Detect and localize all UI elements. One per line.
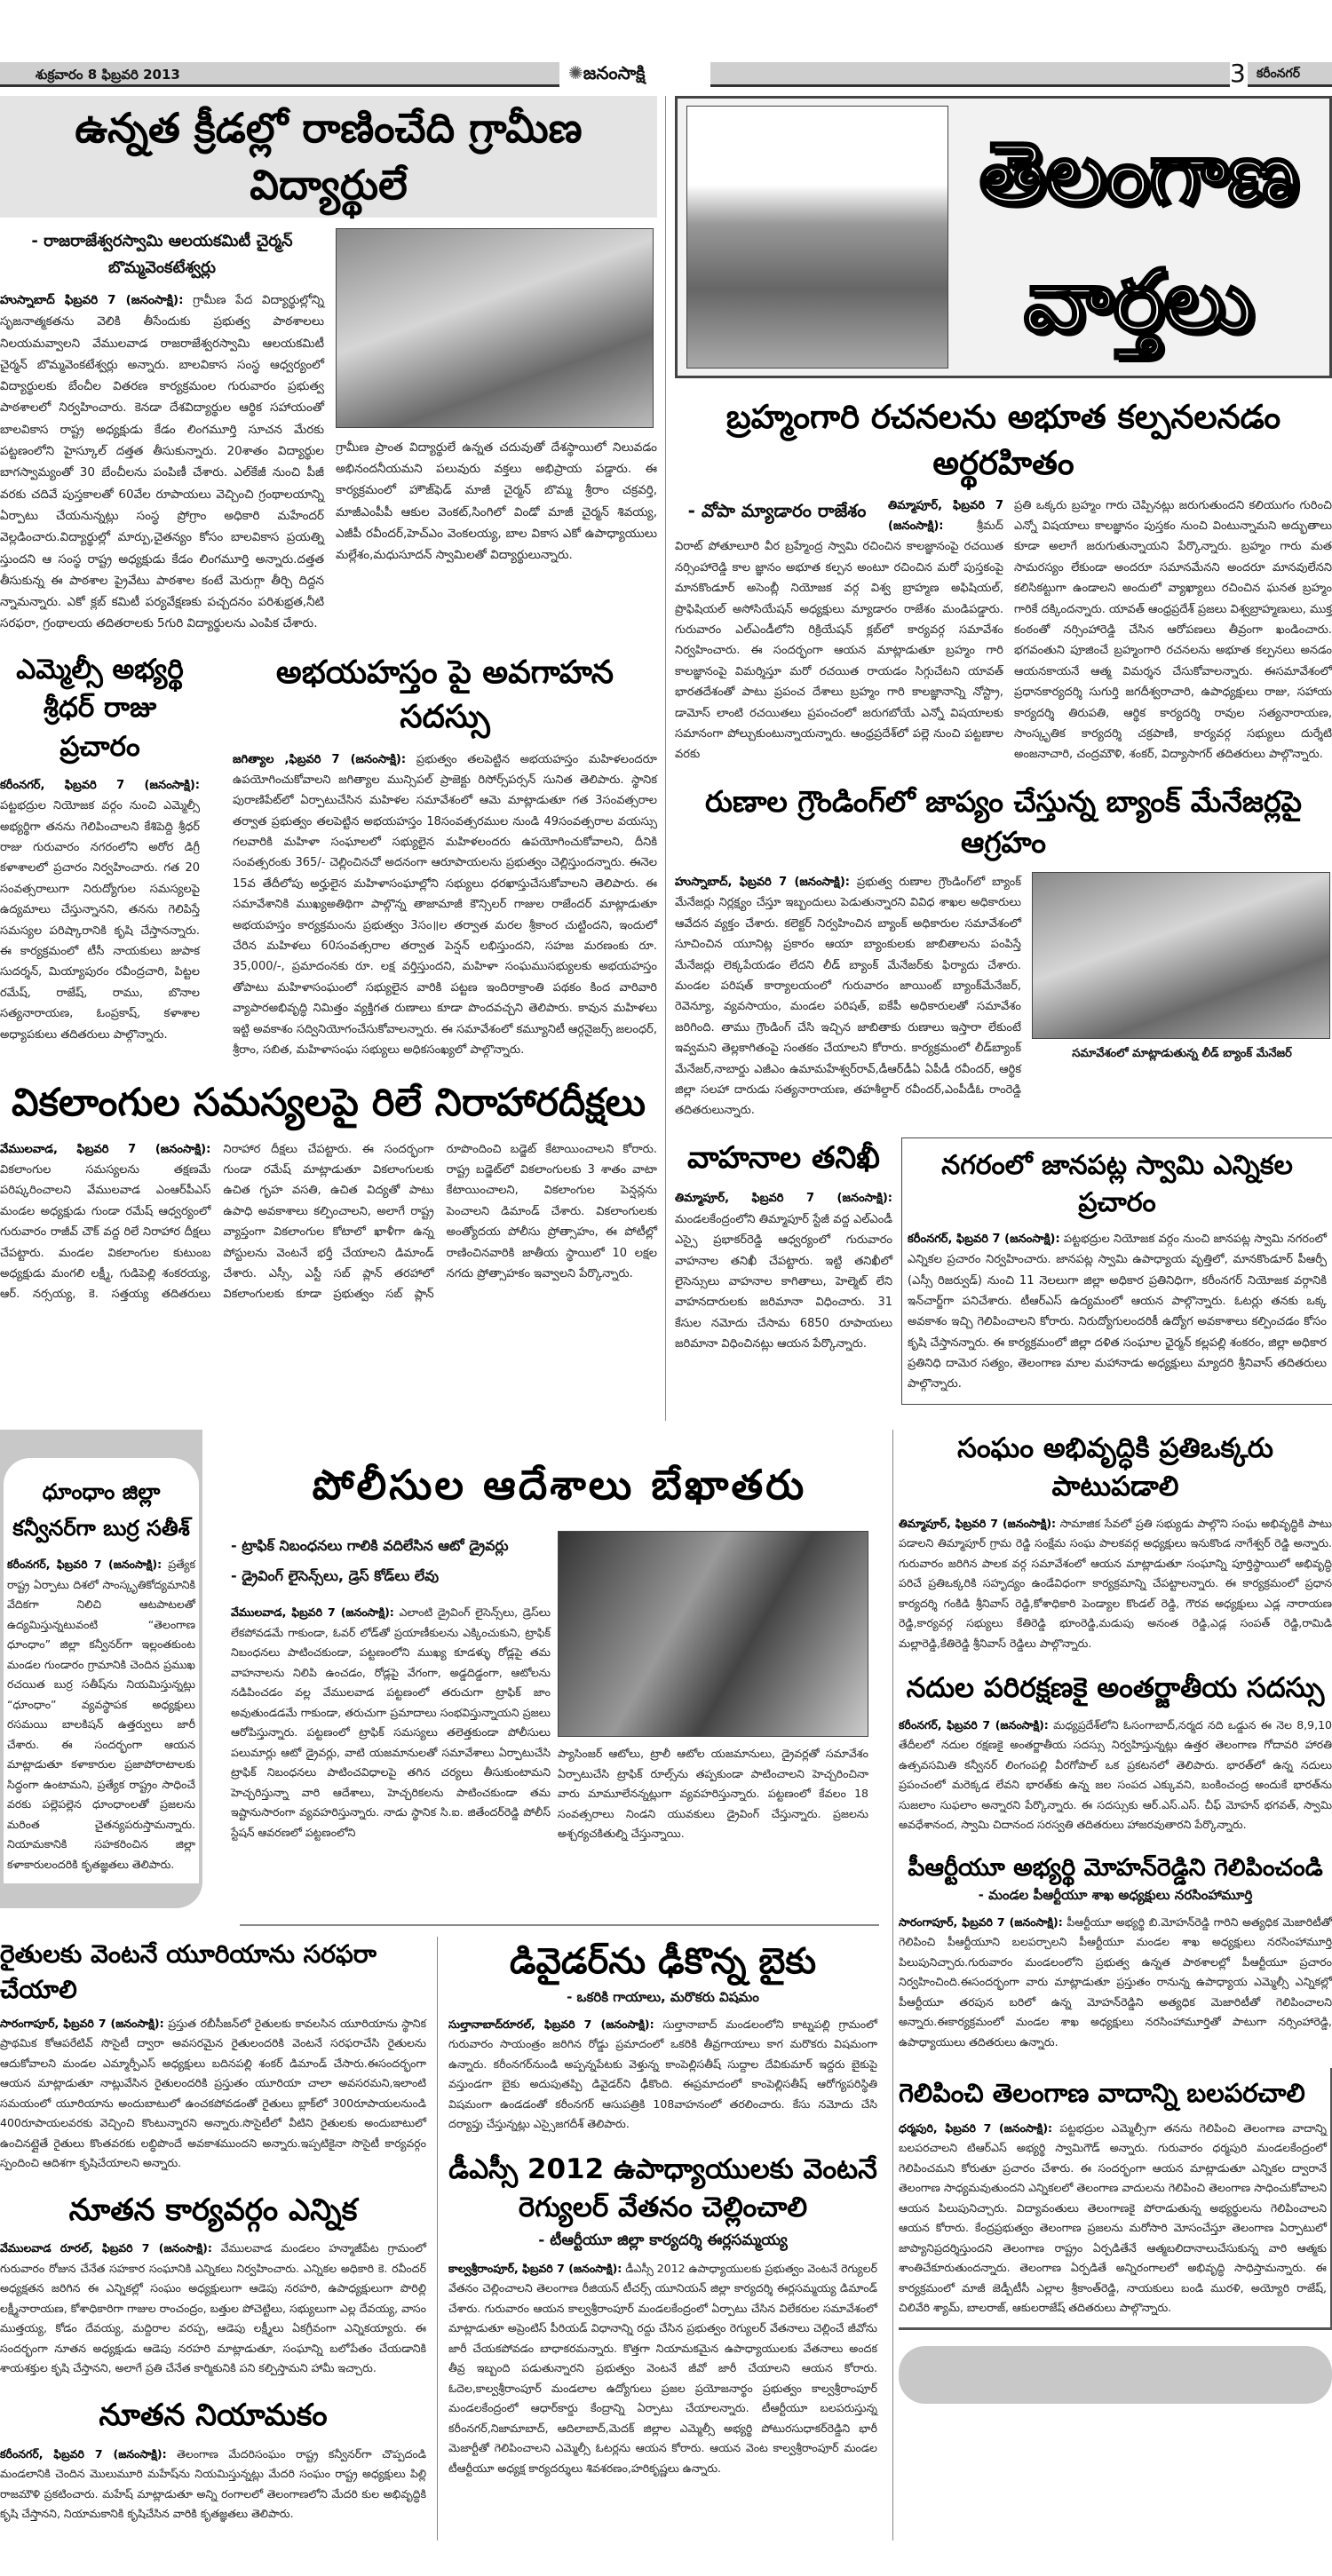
a4-subheadline: - వోపా మ్యాడారం రాజేశం: [687, 499, 867, 521]
a6-body: [0, 1139, 657, 1305]
a17-article: [448, 2151, 877, 2478]
a19-dateline: ధర్మపురి, ఫిబ్రవరి 7 (జనంసాక్షి):: [899, 2120, 1053, 2135]
page-number: 3: [1230, 59, 1246, 88]
a17-body: [448, 2259, 877, 2479]
a1-subheadline: [0, 228, 324, 282]
a10-photo-auto-driver: [558, 1531, 868, 1737]
a17-dateline: కాల్వశ్రీరాంపూర్, ఫిబ్రవరి 7 (జనంసాక్షి):: [448, 2261, 622, 2275]
a9-headline1: ధూంధాం జిల్లా: [42, 1478, 161, 1504]
a2-headline: [0, 651, 200, 766]
a10-dateline: వేములవాడ, ఫిబ్రవరి 7 (జనంసాక్షి):: [231, 1605, 394, 1620]
a10-body1: ఎలాంటి డ్రైవింగ్ లైసెన్స్‌లు, డ్రెస్‌లు లేకపోవడమే గాకుండా, ఓవర్ లోడ్‌తో ప్రయాణీకులను ఎక్కించుకుని, ట్రాఫిక్ నిబంధనలు పాటించకుండా, పట్టణంలోని ముఖ్య కూడళ్ళు రోడ్లపై తమ వాహనాలను నిలిపి ఉంచడం, రోడ్లపై వేగంగా, అడ్డదిడ్డంగా, ఆటోలను నడిపించడం వల్ల వేములవాడ పట్టణంలో తరుచుగా ట్రాఫిక్ జాం అవుతుండడమే గాకుండా, తరుచుగా ప్రమాదాలు సంభవిస్తున్నాయని ప్రజలు ఆరోపిస్తున్నారు. పట్టణంలో ట్రాఫిక్ సమస్యలు తలెత్తకుండా పోలీసులు పలుమార్లు ఆటో డ్రైవర్లు, వాటి యజమానులతో సమావేశాలు ఏర్పాటుచేసి ట్రాఫిక్ నిబంధనలు పాటించవిధాలపై తగిన చర్యలు తీసుకుంటామని హెచ్చరిస్తున్నా వారి ఆదేశాలు, హెచ్చరికలను పాటించకుండా తమ ఇష్టానుసారంగా వ్యవహరిస్తున్నారు. నాడు స్థానిక సి.ఐ. జితేందర్‌రెడ్డి పోలీస్ స్టేషన్ ఆవరణలో పట్టణంలోని: [231, 1605, 551, 1839]
bottom-right-column: [899, 1430, 1332, 2404]
a14-body-text: వేములవాడ మండలం హన్మాజీపేట గ్రామంలో గురువారం రోజున చేనేత సహకార సంఘానికి ఎన్నికలు నిర్వహించారు. ఎన్నికల అధికారి కె. రవీందర్ అధ్యక్షతన జరిగిన ఈ ఎన్నికల్లో సంఘం అధ్యక్షులుగా ఆడెపు నరహరి, ఉపాధ్యక్షులుగా పొరిల్లి లక్ష్మీనారాయణ, కోశాధికారిగా గాజుల రాంచంద్రం, బత్తుల పోచెట్టిలు, సభ్యులుగా ఎల్ల దేవయ్య, వాసం ముత్తయ్య, కోడం దేవయ్య, మద్దిరాల వరప్ప, ఆడెపు లక్ష్మీలు ఏకగ్రీవంగా ఎన్నికయ్యారు. ఈ సందర్భంగా నూతన అధ్యక్షుడు ఆడెపు నరహరి మాట్లాడుతూ, సంఘాన్ని బలోపేతం చేయడానికి శాయశక్తుల కృషి చేస్తానని, అలాగే ప్రతి చేనేత కార్మికునికి పని కల్పిస్తామని హామీ ఇచ్చారు.: [0, 2241, 426, 2375]
bottom-articles-row: [0, 1937, 888, 2540]
a8-body: [908, 1229, 1327, 1395]
a9-body: [7, 1555, 195, 1875]
divider: [240, 1924, 879, 1926]
edition-name: కరీంనగర్: [1257, 67, 1300, 81]
a1-headline: ఉన్నత క్రీడల్లో రాణించేది గ్రామీణ విద్యార్థులే: [75, 104, 583, 210]
a13-body-text: ప్రస్తుత రబీసీజన్‌లో రైతులకు కావలసిన యూరియాను స్థానిక ప్రాథమిక కోఆపరేటివ్ సొసైటీ ద్వారా అవసరమైన రైతులందరికి వెంటనే సరఫరాచేసి రైతులను ఆదుకోవాలని మండల ఎమ్మార్పీఎస్ అధ్యక్షులు బదినపల్లి శంకర్ డిమాండ్ చేసారు.ఈసందర్భంగా ఆయన మాట్లాడుతూ నాట్లువేసిన రైతులందరికి ప్రస్తుతం యూరియా చాలా అవసరమని,ఇలాంటి సమయంలో యూరియాను అందుబాటులో ఉంచకపోవడంతో రైతులు బ్లాక్‌లో 300రూపాయలనుండి 400రూపాయలవరకు వెచ్చించి కొంటున్నారని అన్నారు.సొసైటీలో వీటిని రైతులకు అందుబాటులో ఉంచినట్లైతే రైతులు కొంతవరకు లబ్ధిపొందే అవకాశముందని అన్నారు.ఇప్పటికైనా సొసైటీ కార్యవర్గం స్పందించి ఆదిశగా కృషిచేయాలని అన్నారు.: [0, 2016, 426, 2170]
top-section: [0, 96, 1332, 1421]
a8-body-text: పట్టభద్రుల నియోజక వర్గం నుంచి జానపట్ల స్వామి నగరంలో ఎన్నికల ప్రచారం నిర్వహించారు. జానపట్ల స్వామి ఉపాధ్యాయ వృత్తిలో, మానకొండూర్ పీఆర్పీ (ఎస్సీ రిజర్వుడ్) నుంచి 11 నెలలుగా జిల్లా అధికార ప్రతినిధిగా, కరీంనగర్ నియోజక వర్గానికి ఇన్‌చార్జ్‌గా పనిచేశారు. టీఆర్ఎస్ ఉద్యమంలో ఆయన పాల్గొన్నారు. ఓటర్లు తనకు ఒక్క అవకాశం ఇచ్చి గెలిపించాలని కోరారు. నిరుద్యోగులందరికీ ఉద్యోగ అవకాశాలు కల్పించడం కోసం కృషి చేస్తానన్నారు. ఈ కార్యక్రమంలో జిల్లా దళిత సంఘాల ఛైర్మన్ కల్లపల్లి శంకరం, జిల్లా అధికార ప్రతినిధి దామెర సత్యం, తెలంగాణ మాల మహానాడు అధ్యక్షులు మ్యాదరి శ్రీనివాస్ తదితరులు పాల్గొన్నారు.: [908, 1232, 1327, 1391]
a17-headline1: డీఎస్సీ 2012 ఉపాధ్యాయులకు వెంటనే: [448, 2152, 877, 2185]
a6-dateline: వేములవాడ, ఫిబ్రవరి 7 (జనంసాక్షి):: [0, 1142, 211, 1156]
a14-article: [0, 2190, 426, 2379]
bottom-col-left: [0, 1937, 426, 2540]
a12-dateline: కరీంనగర్, ఫిబ్రవరి 7 (జనంసాక్షి):: [899, 1717, 1049, 1732]
a19-body-text: పట్టభద్రుల ఎమ్మెల్సీగా తనను గెలిపించి తెలంగాణ వాదాన్ని బలపరచాలని టిఆర్ఎస్ అభ్యర్థి స్వామిగౌడ్ అన్నారు. గురువారం ధర్మపురి మండలకేంద్రంలో గెలిపించమని కోరుతూ ప్రచారం చేశారు. ఈ సందర్భంగా ఆయన మాట్లాడుతూ ఎన్నికల ద్వారానే తెలంగాణ సాధ్యమవుతుందని ఎన్నికలలో తెలంగాణ వాదులను గెలిపించి తెలంగాణ సాధించుకోవాలని ఆయన పిలుపునిచ్చారు. విద్యావంతులు తెలంగాణకై పోరాడుతున్న అభ్యర్థులను గెలిపించాలని ఆయన కోరారు. కేంద్రప్రభుత్వం తెలంగాణ ప్రజలను మరోసారి మోసంచేస్తూ తెలంగాణ ఏర్పాటులో జాప్యానిప్రదర్శిస్తుందని తెలంగాణ రాష్ట్రం ఏర్పడితేనే ఆత్మబలిదానాలుచేసుకున్న వారి ఆత్మకు శాంతిచేకూరుతుందన్నారు. తెలంగాణ ఏర్పడితే అన్నిరంగాలలో అభివృద్ధి సాధిస్తామన్నారు. ఈ కార్యక్రమంలో మాజీ జెడ్పీటీసీ ఎల్లాల శ్రీకాంత్‌రెడ్డి, నాయకులు బండి మురళి, అయ్యోరి రాజేష్, చిలివేరి శ్యామ్, బాలరాజ్, ఆకులరాజేష్ తదితరులు పాల్గొన్నారు.: [899, 2120, 1327, 2315]
a4-body1: శ్రీమద్ విరాట్ పోతూలూరి వీర బ్రహ్మేంద్ర స్వామి రచించిన కాలజ్ఞానంపై రచయిత నర్సింహారెడ్డి కాల జ్ఞానం అభూత కల్పన అంటూ రచించిన మరో పుస్తకంపై మానకొండూర్ అసెంబ్లీ నియోజక వర్గ విశ్వ బ్రాహ్మణ అఫిషియల్, ప్రొఫిషియల్ అసోసియేషన్ అధ్యక్షులు మ్యాడారం రాజేశం మండిపడ్డారు. గురువారం ఎల్‌ఎండీలోని రిక్రియేషన్ క్లబ్‌లో కార్యవర్గ సమావేశం నిర్వహించారు. ఈ సందర్భంగా ఆయన మాట్లాడుతూ బ్రహ్మం గారి కాలజ్ఞానంపై విమర్శిస్తూ మరో రచయిత రాయడం సిగ్గుచేటని యావత్ భారతదేశంతో పాటు ప్రపంచ దేశాలు బ్రహ్మం గారి కాలజ్ఞానాన్ని నోస్ట్రా, డామోస్ లాంటి రచయితలు ప్రపంచంలో జరుగబోయే ఎన్నో విషయాలకు సమానంగా పోల్చుకుంటున్నాయన్నారు. ఆంధ్రప్రదేశ్‌లో పల్లె నుంచి పట్టణాల వరకు: [675, 519, 1003, 762]
a10-article: [231, 1430, 888, 1844]
a16-body: [448, 2015, 877, 2135]
a1-sub1: - రాజరాజేశ్వరస్వామి ఆలయకమిటీ చైర్మన్: [31, 231, 293, 250]
a7-a8-row: [675, 1137, 1332, 1405]
a2-dateline: కరీంనగర్, ఫిబ్రవరి 7 (జనంసాక్షి):: [0, 778, 200, 792]
a18-body-text: పీఆర్టీయూ అభ్యర్థి బి.మోహన్‌రెడ్డి గారిని అత్యధిక మెజారిటీతో గెలిపించి పీఆర్టీయూని బలపర్చాలని పీఆర్టీయూ మండల శాఖ అధ్యక్షులు నరసింహామూర్తి పిలుపునిచ్చారు.గురువారం మండలంలోని ప్రభుత్వ ఉన్నత పాఠశాలల్లో పీఆర్టీయూ ప్రచారం నిర్వహించింది.ఈసందర్భంగా వారు మాట్లాడుతూ ప్రస్తుతం రానున్న ఉపాధ్యాయ ఎమ్మెల్సీ ఎన్నికల్లో పీఆర్టీయూ తరపున బరిలో ఉన్న మోహన్‌రెడ్డిని అత్యధిక మెజారిటీతో గెలిపించాలని అన్నారు.ఈకార్యక్రమంలో మండల శాఖ అధ్యక్షులు నరసింహామూర్తితో పాటుగా నర్సింహారెడ్డి, ఉపాధ్యాయులు తదితరులు ఉన్నారు.: [899, 1914, 1332, 2049]
left-column: [0, 96, 657, 1321]
a3-dateline: జగిత్యాల ,ఫిబ్రవరి 7 (జనంసాక్షి):: [233, 752, 407, 766]
a10-sub1: - ట్రాఫిక్ నిబంధనలు గాలికి వదిలేసిన ఆటో డ్రైవర్లు: [231, 1537, 509, 1555]
a19-headline: గెలిపించి తెలంగాణ వాదాన్ని బలపరచాలి: [899, 2078, 1305, 2109]
a13-article: [0, 1937, 426, 2173]
a1-body-col2: గ్రామీణ ప్రాంత విద్యార్థులే ఉన్నత చదువుతో దేశస్థాయిలో నిలువడం అభినందనీయమని పలువురు వక్తలు అభిప్రాయ పడ్డారు. ఈ కార్యక్రమంలో హౌజ్‌ఫెడ్ మాజీ చైర్మన్ బొమ్మ శ్రీరాం చక్రవర్తి, మాజీఎంపీపీ ఆకుల వెంకట్,సింగిలో విండో మాజీ చైర్మన్ శివయ్య, ఎజీపీ రవీందర్,హెచ్‌ఎం వెంకలయ్య, బాల వికాస ఎకో ఉపాధ్యాయులు మల్లేశం,మధుసూదన్ స్వామిలతో విద్యార్థులున్నారు.: [336, 440, 657, 563]
a5-headline: రుణాల గ్రౌండింగ్‌లో జాప్యం చేస్తున్న బ్యాంక్ మేనేజర్లపై ఆగ్రహం: [704, 783, 1303, 860]
telangana-title: [948, 109, 1320, 365]
a3-headline: అభయహస్తం పై అవగాహన సదస్సు: [275, 654, 614, 736]
a11-article: [899, 1430, 1332, 1653]
logo-emblem-icon: ✺: [568, 62, 583, 83]
a2-headline1: ఎమ్మెల్సీ అభ్యర్థి: [16, 653, 184, 686]
a11-dateline: తిమ్మాపూర్, ఫిబ్రవరి 7 (జనంసాక్షి):: [899, 1516, 1057, 1530]
a13-dateline: సారంగాపూర్, ఫిబ్రవరి 7 (జనంసాక్షి):: [0, 2016, 164, 2030]
a10-sub2: - డ్రైవింగ్ లైసెన్స్‌లు, డ్రెస్ కోడ్‌లు లేవు: [231, 1566, 440, 1584]
a9-dateline: కరీంనగర్, ఫిబ్రవరి 7 (జనంసాక్షి):: [7, 1557, 163, 1572]
a6-headline: వికలాంగుల సమస్యలపై రిలే నిరాహారదీక్షలు: [11, 1081, 646, 1126]
a14-headline: నూతన కార్యవర్గం ఎన్నిక: [68, 2192, 358, 2228]
a1-sub2: బొమ్మవెంకటేశ్వర్లు: [108, 258, 216, 278]
grey-filler-panel: [899, 2346, 1332, 2404]
a8-box: [901, 1137, 1332, 1405]
column-divider: [437, 1937, 438, 2540]
a1-body1: గ్రామీణ పేద విద్యార్థుల్లోన్ని సృజనాత్మకతను వెలికి తీసేందుకు ప్రభుత్వ పాఠశాలలు నిలయమవ్వాలని వేములవాడ రాజరాజేశ్వరస్వామి ఆలయకమిటీ చైర్మన్ బొమ్మవెంకటేశ్వర్లు అన్నారు. బాలవికాస సంస్థ ఆధ్వర్యంలో విద్యార్థులకు బేంచీల వితరణ కార్యక్రమంల గురువారం ప్రభుత్వ పాఠశాలలో నిర్వహించారు. కెనడా దేశవిద్యార్థుల ఆర్థిక సహాయంతో బాలవికాస రాష్ట్ర అధ్యక్షుడు కేడం లింగమూర్తి సూచన మేరకు పట్టణంలోని హైస్కూల్ దత్తత తీసుకున్నారు. 20శాతం విద్యార్థుల బాగస్వామ్యంతో 30 బేంచీలను పంపిణీ చేశారు. ఎల్‌కేజీ నుంచి పీజీ వరకు చదివే పుస్తకాలతో 60వేల రూపాయలు వెచ్చించి గ్రంథాలయాన్ని ఏర్పాటు చేయనున్నట్లు సంస్థ ప్రోగ్రాం అధికారి మహేందర్ వెల్లడించారు.విద్యార్థుల్లో మార్పు,చైతన్యం కోసం బాలవికాస ప్రయత్ని స్తుందని ఆ సంస్థ రాష్ట్ర అధ్యక్షుడు కేడం లింగమూర్తి అన్నారు.దత్తత తీసుకున్న ఈ పాఠశాల ప్రైవేటు పాఠశాల కంటే మెరుగ్గా తీర్చి దిద్దన న్నామన్నారు. ఎకో క్లబ్ కమిటీ పర్యవేక్షణకు పచ్చదనం పరిశుభ్రత,నీటి సరఫరా, గ్రంథాలయ తదితరాలకు 5గురి విద్యార్థులను ఎంపిక చేశారు.: [0, 292, 324, 631]
a3-body-text: ప్రభుత్వం తలపెట్టిన అభయహస్తం మహిళలందరూ ఉపయోగించుకోవాలని జగిత్యాల మున్సిపల్ ప్రాజెక్టు రిసోర్స్‌పర్సన్ సునిత తెలిపారు. స్థానిక పురాణిపేట్‌లో ఏర్పాటుచేసిన మహిళల సమావేశంలో ఆమె మాట్లాడుతూ గత 3సంవత్సరాల తర్వాత ప్రభుత్వం తలపెట్టిన అభయహస్తం 18సంవత్సరముల నుండి 49సంవత్సరాల వయస్సు గలవారికి మహిళా సంఘాలలో సభ్యులైన మహిళలందరు ఉపయోగించుకోవాలని, దీనికి సంవత్సరంకు 365/- చెల్లించినచో అదనంగా ఆరూపాయలను ప్రభుత్వం చెల్లిస్తుందన్నారు. ఈనెల 15వ తేదీలోపు అర్హులైన మహిళాసంఘాల్లోని సభ్యులు ధరఖాస్తుచేసుకోవాలని తెలిపారు. ఈ సమావేశానికి ముఖ్యఅతిథిగా పాల్గొన్న తాజామాజీ కౌన్సిలర్ గాజుల రాజేందర్ మాట్లాడుతూ అభయహస్తం కార్యక్రమంను ప్రభుత్వం 3సం॥ల తర్వాత మరల శ్రీకాంర చుట్టిందని, ఇందులో చేరిన మహిళలు 60సంవత్సరాల తర్వాత పెన్షన్ లభిస్తుందని, సహజ మరణంకు రూ. 35,000/-, ప్రమాదంనకు రూ. లక్ష వర్తిస్తుందని, మహిళా సంఘముసభ్యులకు అభయహస్తం తోపాటు మహిళాసంఘంలో సభ్యులైన వారికి పట్టణ ఇందిరాక్రాంతి పథకం కింద వారివారి వ్యాపారఅభివృద్ధి నిమిత్తం వ్యక్తిగత రుణాలు కూడా పొందవచ్చని తెలిపారు. కావున మహిళలు ఇట్టి అవకాశం సద్వినియోగంచేసుకోవాలన్నారు. ఈ సమావేశంలో కమ్యూనిటీ ఆర్గనైజర్స్ జలంధర్, శ్రీరాం, సబిత, మహిళాసంఘ సభ్యులు అధికసంఖ్యలో పాల్గొన్నారు.: [233, 752, 657, 1057]
a1-dateline: హుస్నాబాద్ ఫిబ్రవరి 7 (జనంసాక్షి):: [0, 292, 184, 307]
a14-dateline: వేములవాడ రూరల్, ఫిబ్రవరి 7 (జనంసాక్షి):: [0, 2241, 212, 2255]
a13-body: [0, 2014, 426, 2174]
a7-body-text: మండలకేంద్రంలోని తిమ్మాపూర్ స్టేజీ వద్ద ఎల్‌ఎండీ ఎస్సై ప్రభాకర్‌రెడ్డి ఆధ్వర్యంలో గురువారం వాహనాల తనిఖీ చేపట్టారు. ఇట్టి తనిఖీలో లైసెన్సులు వాహనాల కాగితాలు, హెల్మెట్ లేని వాహనదారులకు జరిమానా విధించారు. 31 కేసుల నమోదు చేసామ 6850 రూపాయలు జరిమానా విధించినట్లు ఆయన పేర్కొన్నారు.: [675, 1212, 892, 1351]
telangana-title-line1: తెలంగాణ: [979, 123, 1299, 223]
a10-subheadlines: [231, 1531, 551, 1590]
column-divider: [892, 1430, 893, 2540]
a11-body-text: సామాజిక సేవలో ప్రతి సభ్యుడు పాల్గొని సంఘ అభివృద్ధికి పాటు పడాలని తిమ్మాపూర్ గ్రామ రెడ్డి సంక్షేమ సంఘ పాలకవర్గ అధ్యక్షులు ఇనుకొండ నాగేశ్వర్ రెడ్డి అన్నారు. గురువారం జరిగిన పాలక వర్గ సమావేశంలో ఆయన మాట్లాడుతూ సంఘాన్ని పూర్తిస్థాయిలో అభివృద్ధి పరిచే ప్రతిఒక్కరికి సహృద్యం ఉండేవిధంగా కార్యక్రమాన్ని చేపట్టాలన్నారు. ఈ కార్యక్రమంలో ప్రధాన కార్యదర్శి గంకిడి శ్రీనివాస్ రెడ్డి,కోశాధికారి పెండ్యాల కొండల్ రెడ్డి, గౌరవ అధ్యక్షులు ఎడ్ల నారాయణ రెడ్డి,కార్యవర్గ సభ్యులు కేతిరెడ్డి భూంరెడ్డి,మడుపు అనంత రెడ్డి,ఎడ్ల సంపత్ రెడ్డి,రామిడి మల్లారెడ్డి,కేతిరెడ్డి శ్రీనివాస్ రెడ్డిలు పాల్గొన్నారు.: [899, 1516, 1332, 1650]
logo-text: జనంసాక్షి: [583, 62, 646, 83]
a17-body-text: డీఎస్సీ 2012 ఉపాధ్యాయులకు ప్రభుత్వం వెంటనే రెగ్యులర్ వేతనం చెల్లించాలని తెలంగాణ రీజియన్ టీచర్స్ యూనియన్ జిల్లా కార్యదర్శి ఈర్లసమ్మయ్య డిమాండ్ చేశారు. గురువారం ఆయన కాల్వశ్రీరాంపూర్ మండలకేంద్రంలో ఏర్పాటు చేసిన విలేకరుల సమావేశంలో మాట్లాడుతూ అప్రెంటిస్ పీరియడ్ విధానాన్ని రద్దు చేసిన ప్రభుత్వం రెగ్యులర్ వేతనాలు చెల్లించే జీవోను జారీ చేయకపోవడం బాధాకరమన్నారు. కొత్తగా నియామకమైన ఉపాధ్యాయులకు వేతనాలు అందక తీవ్ర ఇబ్బంది పడుతున్నారని ప్రభుత్వం వెంటనే జీవో జారీ చేయాలని ఆయన కోరారు. ఓదెల,కాల్వశ్రీరాంపూర్ మండలాల ఉద్యోగులు ప్రజల ప్రయోజనార్థం ప్రభుత్వం కాల్వశ్రీరాంపూర్ మండలకేంద్రంలో ఆధార్‌కార్డు కేంద్రాన్ని ఏర్పాటు చేయాలన్నారు. టీఆర్టీయూ బలపరుస్తున్న కరీంనగర్,నిజామాబాద్, ఆదిలాబాద్,మెదక్ జిల్లాల ఎమ్మెల్సీ అభ్యర్థి పోటురసుధాకర్‌రెడ్డిని భారీ మెజార్టీతో గెలిపించాలని ఎమ్మెల్సీ ఓటర్లను ఆయన కోరారు. ఆయన వెంట కాల్వశ్రీరాంపూర్ మండల టీఆర్టీయూ అధ్యక్ష కార్యదర్శులు శివశరణం,హరికృష్ణలు ఉన్నారు.: [448, 2261, 877, 2475]
issue-date: శుక్రవారం 8 ఫిబ్రవరి 2013: [36, 67, 180, 83]
a18-dateline: సారంగాపూర్, ఫిబ్రవరి 7 (జనంసాక్షి):: [899, 1914, 1063, 1929]
a16-body-text: సుల్తానాబాద్ మండలంలోని కాట్నపల్లి గ్రామంలో గురువారం సాయంత్రం జరిగిన రోడ్డు ప్రమాదంలో ఒకరికి తీవ్రగాయాలు కాగ మరొకరు విషమంగా ఉన్నారు. కరీంనగర్‌నుండి అప్పన్నపేటకు వెళ్తున్న కాంపెల్లిసతీష్ సుద్దాల దేవికుమార్ ఇద్దరు బైకుపై వస్తుండగా బైకు అదుపుతప్పి డివైడర్‌ని ఢీకొంది. ఈప్రమాదంలో కాంపెల్లిసతీష్ ఆరోగ్యపరిస్థితి విషమంగా ఉండడంతో కరీంనగర్ ఆసుపత్రికి 108వాహనంలో తరలించారు. కేసు నమోదు చేసి దర్యాప్తు చేస్తున్నట్లు ఎస్సైజగదీశ్ తెలిపారు.: [448, 2017, 878, 2131]
a7-body: [675, 1188, 892, 1354]
a9-a10-row: [0, 1430, 888, 1909]
a12-body-text: మధ్యప్రదేశ్‌లోని ఓసంగాబాద్,నర్మద నది ఒడ్డున ఈ నెల 8,9,10 తేదీలలో నదుల రక్షణకై అంతర్జాతీయ సదస్సు నిర్వహిస్తున్నట్లు ఉత్తర తెలంగాణ గోదావరి హారతి ఉత్సవసమితి కన్వీనర్ లింగంపల్లి వీరగోపాల్ ఒక ప్రకటనలో తెలిపారు. భారత్‌లో ఉన్న నదులు ప్రపంచంలో మరెక్కడ లేవని భారత్‌కు ఉన్న జల సంపద ఎక్కువని, బంకించంద్ర అందుకే భారత్‌ను సుజలాం సుఫలాం అన్నారని పేర్కొన్నారు. ఈ సదస్సుకు ఆర్.ఎస్.ఎస్. చీఫ్ మోహన్ భగవత్, స్వామి అవధేశానంద, స్వామి చిదానంద సరస్వతి తదితరులు హాజరవుతారని పేర్కొన్నారు.: [899, 1717, 1332, 1832]
a15-headline: నూతన నియామకం: [99, 2397, 328, 2433]
right-column: [675, 96, 1332, 1421]
a17-subheadline: - టీఆర్టీయూ జిల్లా కార్యదర్శి ఈర్లసమ్మయ్య: [538, 2231, 788, 2249]
a3-body: [233, 749, 657, 1061]
a2-body: [0, 775, 200, 1045]
a19-box: [899, 2068, 1332, 2330]
a9-headline2: కన్వీనర్‌గా బుర్ర సతీశ్: [12, 1515, 190, 1541]
a3-article: [233, 651, 657, 1061]
a17-headline2: రెగ్యులర్ వేతనం చెల్లించాలి: [518, 2192, 808, 2224]
a12-article: [899, 1669, 1332, 1835]
a9-headline: [7, 1474, 195, 1547]
a7-headline: వాహనాల తనిఖీ: [687, 1139, 880, 1176]
a18-body: [899, 1913, 1332, 2053]
a19-body: [899, 2119, 1327, 2318]
a1-body-col1: [0, 289, 324, 635]
a18-headline: పీఆర్టీయూ అభ్యర్థి మోహన్‌రెడ్డిని గెలిపించండి: [908, 1853, 1323, 1882]
a9-body-text: ప్రత్యేక రాష్ట్ర ఏర్పాటు దిశలో సాంస్కృతికోద్యమానికి వేదికగా నిలిచి ఆటపాటలతో ఉద్యమిస్తున్నటువంటి “తెలంగాణ ధూంధాం” జిల్లా కన్వీనర్‌గా ఇల్లంతకుంట మండల గుండారం గ్రామానికి చెందిన ప్రముఖ రచయిత బుర్ర సతీష్‌ను నియమిస్తున్నట్లు “ధూంధాం” వ్యవస్థాపక అధ్యక్షులు రసమయి బాలకిషన్ ఉత్తర్వులు జారీ చేశారు. ఈ సందర్భంగా ఆయన మాట్లాడుతూ కళాకారుల ప్రజాపోరాటాలకు సిద్ధంగా ఉంటామని, ప్రత్యేక రాష్ట్రం సాధించే వరకు పల్లెపల్లెన ధూంధాంలతో ప్రజలను మరింత చైతన్యపరుస్తామన్నారు. నియామకానికి సహకరించిన జిల్లా కళాకారులందరికి కృతజ్ఞతలు తెలిపారు.: [7, 1557, 195, 1871]
a15-article: [0, 2395, 426, 2524]
a6-article: [0, 1076, 657, 1304]
a4-body-col2: ప్రతి ఒక్కరు బ్రహ్మం గారు చెప్పినట్లు జరుగుతుందని కలియుగం గురించి ఎన్నో విషయాలు కాలజ్ఞానం పుస్తకం నుంచి వింటున్నామని అద్భుతాలు కూడా అలాగే జరుగుతున్నాయని పేర్కొన్నారు. బ్రహ్మం గారు మత సామరస్యం లేకుండా అందరూ సమానమేనని అందరూ మానవులేనని కలిసికట్టుగా ఉండాలని అందులో వ్యాఖ్యాలు రచించిన ఘనత బ్రహ్మం గారికే దక్కిందన్నారు. యావత్ ఆంధ్రప్రదేశ్ ప్రజలు విశ్వబ్రాహ్మణులు, ముక్త కంఠంతో నర్సింహారెడ్డి చేసిన ఆరోపణలు తీవ్రంగా ఖండించారు. భగవంతుని పూజించే బ్రహ్మంగారి రచనలను అభూత కల్పనలు అనడం ఆయనకాయనే ఆత్మ విమర్శన చేసుకోవాలన్నారు. ఈసమావేశంలో ప్రధానకార్యదర్శి సుగుర్తి జగదీశ్వరాచారి, ఉపాధ్యక్షులు రాజు, సహాయ కార్యదర్శి తిరుపతి, ఆర్థిక కార్యదర్శి రావుల సత్యనారాయణ, సాంస్కృతిక కార్యదర్శి చక్రపాణి, కార్యవర్గ సభ్యులు దుర్శేటి అంజనాచారి, చంద్రమౌళి, శంకర్, విద్యాసాగర్ తదితరులు పాల్గొన్నారు.: [1014, 498, 1332, 762]
a16-headline: డివైడర్‌ను ఢీకొన్న బైకు: [509, 1941, 817, 1983]
a16-dateline: సుల్తానాబాద్‌రూరల్, ఫిబ్రవరి 7 (జనంసాక్షి):: [448, 2017, 654, 2031]
a2-article: [0, 651, 200, 1045]
a11-headline: సంఘం అభివృద్ధికి ప్రతిఒక్కరు పాటుపడాలి: [957, 1431, 1273, 1503]
a18-subheadline: - మండల పీఆర్టీయూ శాఖ అధ్యక్షులు నరసింహామూర్తి: [978, 1887, 1253, 1904]
a2-headline2: శ్రీధర్ రాజు ప్రచారం: [43, 692, 157, 763]
telangana-news-banner: [675, 96, 1332, 378]
a7-dateline: తిమ్మాపూర్, ఫిబ్రవరి 7 (జనంసాక్షి):: [675, 1192, 892, 1206]
a2-body-text: పట్టభద్రుల నియోజక వర్గం నుంచి ఎమ్మెల్సీ అభ్యర్థిగా తనను గెలిపించాలని కేశిపెద్ది శ్రీధర్ రాజు గురువారం నగరంలోని అరోర డిగ్రీ కళాశాలలో ప్రచారం నిర్వహించారు. గత 20 సంవత్సరాలుగా నిరుద్యోగుల సమస్యలపై ఉద్యమాలు చేస్తున్నానని, తనను గెలిపిస్తే సమస్యల పరిష్కారానికి కృషి చేస్తానన్నారు. ఈ కార్యక్రమంలో టీసీ నాయకులు జుపాక సుదర్శన్, మియ్యాపురం రవీంద్రచారి, పిట్టల రమేష్, రాజేష్, రాము, బొనాల సత్యనారాయణ, ఓంప్రకాష్, కళాశాల అధ్యాపకులు తదితరులు పాల్గొన్నారు.: [0, 799, 200, 1042]
telangana-title-line2: వార్తలు: [1024, 251, 1254, 351]
a7-article: [675, 1137, 892, 1355]
a5-article: [675, 781, 1332, 1122]
a4-headline: బ్రహ్మంగారి రచనలను అభూత కల్పనలనడం అర్థరహితం: [725, 398, 1281, 482]
a5-photo-bank-meeting: [1032, 872, 1330, 1039]
a6-body-text: వికలాంగుల సమస్యలను తక్షణమే పరిష్కరించాలని వేములవాడ ఎంఆర్‌పీఎస్ మండల అధ్యక్షుడు గుండా రమేష్ ఆధ్వర్యంలో గురువారం రాజీవ్ చౌక్ వద్ద రిలే నిరాహార దీక్షలు చేపట్టారు. మండల వికలాంగుల కుటుంబ అధ్యక్షుడు మంగలి లక్ష్మీ, గుడిపెల్లి శంకరయ్య, ఆర్. నర్సయ్య, కె. సత్తయ్య తదితరులు నిరాహార దీక్షలు చేపట్టారు. ఈ సందర్భంగా గుండా రమేష్ మాట్లాడుతూ వికలాంగులకు ఉచిత గృహ వసతి, ఉచిత విద్యతో పాటు ఉపాధి అవకాశాలు కల్పించాలని, అలాగే రాష్ట్ర వ్యాప్తంగా వికలాంగుల కోటాలో ఖాళీగా ఉన్న పోస్టులను వెంటనే భర్తీ చేయాలని డిమాండ్ చేశారు. ఎస్సీ, ఎస్టీ సబ్ ప్లాన్ తరహాలో వికలాంగులకు కూడా ప్రభుత్వం సబ్ ప్లాన్ రూపొందించి బడ్జెట్ కేటాయించాలని కోరారు. రాష్ట్ర బడ్జెట్‌లో వికలాంగులకు 3 శాతం వాటా కేటాయించాలని, వికలాంగుల పెన్షన్లను పెంచాలని డిమాండ్ చేశారు. వికలాంగులకు అంత్యోదయ పోలీసు ప్రోత్సాహం, ఈ పోటీల్లో రాణించినవారికి జాతీయ స్థాయిలో 10 లక్షల నగదు ప్రోత్సాహకం ఇవ్వాలని పేర్కొన్నారు.: [0, 1142, 657, 1302]
a10-body-col1: [231, 1603, 551, 1843]
a16-subheadline: - ఒకరికి గాయాలు, మరొకరు విషమం: [567, 1989, 759, 2006]
a12-body: [899, 1716, 1332, 1835]
a10-headline: పోలీసుల ఆదేశాలు బేఖాతరు: [312, 1460, 807, 1509]
a2-a3-row: [0, 651, 657, 1061]
a18-article: [899, 1851, 1332, 2053]
a1-headline-band: [0, 96, 657, 218]
a4-body-col1: [675, 495, 1003, 765]
a10-body-col2: ప్యాసింజర్ ఆటోలు, ట్రాలీ ఆటోల యజమానులు, డ్రైవర్లతో సమావేశం ఏర్పాటుచేసి ట్రాఫిక్ రూల్స్‌ను తప్పకుండా పాటించాలని హెచ్చరించినా వారు మామూలేనన్నట్లుగా వ్యవహరిస్తున్నారు. పట్టణంలో కేవలం 18 సంవత్సరాలు నిండని యువకులు డ్రైవింగ్ చేస్తున్నారు. ప్రజలను అశ్చర్యచకితుల్ని చేస్తున్నాయి.: [558, 1747, 868, 1841]
a1-photo-school-event: [336, 228, 654, 428]
bottom-section: [0, 1430, 1332, 2540]
a16-article: [448, 1937, 877, 2135]
a8-dateline: కరీంనగర్, ఫిబ్రవరి 7 (జనంసాక్షి):: [908, 1232, 1060, 1246]
bottom-left-area: [0, 1430, 888, 2540]
a9-sidebar-box: [0, 1430, 202, 1909]
a15-body: [0, 2445, 426, 2524]
a13-headline: రైతులకు వెంటనే యూరియాను సరఫరా చేయాలి: [0, 1939, 377, 2004]
a11-body: [899, 1514, 1332, 1654]
bottom-col-middle: [448, 1937, 877, 2494]
a15-body-text: తెలంగాణ మేదరిసంఘం రాష్ట్ర కన్వీనర్‌గా చొప్పదండి మండలానికి చెందిన మొలుమూరి మహేష్‌ను నియమిస్తున్నట్లు మేదరి సంఘం రాష్ట్ర అధ్యక్షులు పిల్లి రాజమౌళి ప్రకటించారు. మహేష్ మాట్లాడుతూ అన్ని రంగాలలో తెలంగాణలోని మేదరి కుల అభివృద్ధికి కృషి చేస్తానని, నియామకానికి కృషిచేసిన వారికి కృతజ్ఞతలు తెలిపారు.: [0, 2446, 426, 2521]
a8-headline: నగరంలో జానపట్ల స్వామి ఎన్నికల ప్రచారం: [941, 1149, 1293, 1218]
a12-headline: నదుల పరిరక్షణకై అంతర్జాతీయ సదస్సు: [906, 1672, 1325, 1705]
a14-body: [0, 2239, 426, 2379]
a5-photo-caption: సమావేశంలో మాట్లాడుతున్న లీడ్ బ్యాంక్ మేనేజర్: [1072, 1047, 1292, 1061]
column-divider: [665, 96, 666, 1421]
a4-dateline: తిమ్మాపూర్, ఫిబ్రవరి 7 (జనంసాక్షి):: [888, 498, 1003, 533]
fort-ruins-photo: [686, 106, 948, 369]
a5-body-text: ప్రభుత్వ రుణాల గ్రౌండింగ్‌లో బ్యాంక్ మేనేజర్లు నిర్లక్ష్యం చేస్తూ ఇబ్బందులు పెడుతున్నారని వివిధ శాఖల అధికారులు ఆవేదన వ్యక్తం చేశారు. కలెక్టర్ నిర్వహించిన బ్యాంక్ అధికారుల సమావేశంలో సూచించిన యూనిట్ల ప్రకారం ఆయా బ్యాంకులకు జాబితాలను పంపిస్తే మేనేజర్లు లెక్కపేయడం లేదని లీడ్ బ్యాంక్ మేనేజర్‌కు ఫిర్యాదు చేశారు. మండల పరిషత్ కార్యాలయంలో గురువారం జాయింట్ బ్యాంక్‌మేనేజర్, రెవెన్యూ, వ్యవసాయం, మండల పరిషత్, ఐకేపీ అధికారులతో సమావేశం జరిగింది. తాము గ్రౌండింగ్ చేసి ఇచ్చిన జాబితాకు రుణాలు ఇస్తారా లేకుంటే ఇవ్వమని తెల్లకాగితంపై సంతకం చేయాలని కోరారు. కార్యక్రమంలో లీడ్‌బ్యాంక్ మేనేజర్,నాబార్డు ఎజీఎం ఉమామహేశ్వర్‌రావ్,డీఆర్‌డీఏ ఏపీడీ రవీందర్, ఆర్థిక జిల్లా సలహా దారుడు సత్యనారాయణ, తహశీల్దార్ రవీందర్,ఎంపీడీఓ రాంరెడ్డి తదితరులున్నారు.: [675, 876, 1021, 1118]
a5-dateline: హుస్నాబాద్, ఫిబ్రవరి 7 (జనంసాక్షి):: [675, 876, 850, 890]
a5-body: [675, 872, 1021, 1122]
a4-article: [675, 394, 1332, 765]
a17-headline: [448, 2151, 877, 2228]
a1-article: [0, 96, 657, 635]
a15-dateline: కరీంనగర్, ఫిబ్రవరి 7 (జనంసాక్షి):: [0, 2446, 167, 2461]
